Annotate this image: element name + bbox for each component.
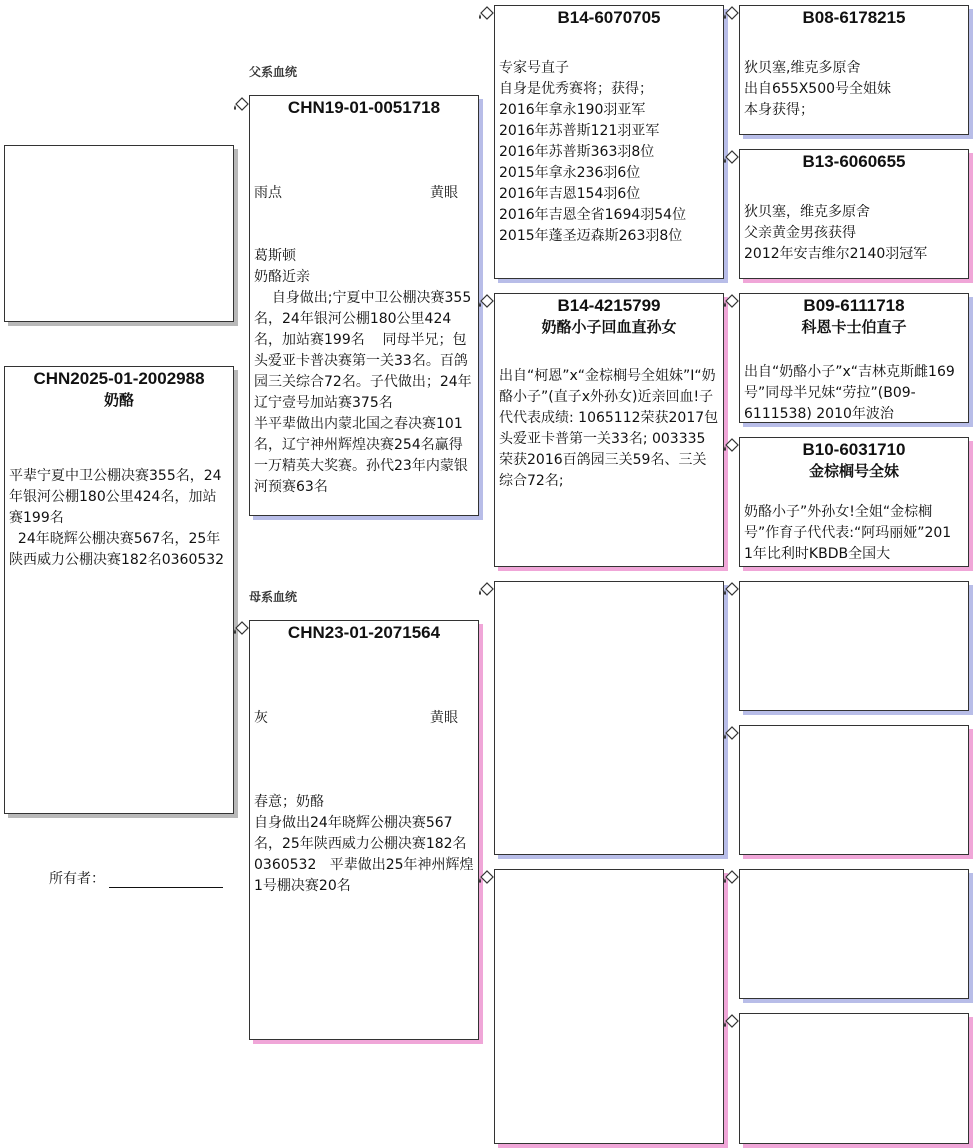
sire-color: 雨点 [254, 185, 282, 201]
gen3-notes-1: 专家号直子 自身是优秀赛将；获得； 2016年拿永190羽亚军 2016年苏普斯121羽亚军 2016年苏普斯363羽8位 2015年拿永236羽6位 2016年吉恩154羽6位 2016年吉恩全省1694羽54位 2015年蓬圣迈森斯263羽8位 [499, 60, 687, 244]
paint-bucket-icon[interactable] [478, 294, 496, 310]
gen4-card-2[interactable] [739, 149, 969, 279]
paint-bucket-icon[interactable] [478, 582, 496, 598]
gen4-name-3: 科恩卡士伯直子 [801, 318, 907, 336]
gen4-ring-1: B08-6178215 [802, 8, 906, 27]
paternal-label: 父系血统 [249, 65, 298, 79]
gen4-card-6[interactable] [739, 725, 969, 855]
dam-color: 灰 [254, 710, 268, 726]
gen4-card-4[interactable] [739, 437, 969, 567]
gen4-name-4: 金棕榈号全妹 [808, 462, 899, 480]
subject-ring: CHN2025-01-2002988 [33, 369, 205, 388]
paint-bucket-icon[interactable] [478, 870, 496, 886]
dam-eye: 黄眼 [430, 710, 458, 726]
gen3-card-4[interactable] [494, 869, 724, 1144]
gen3-name-2: 奶酪小子回血直孙女 [541, 318, 677, 336]
sire-card[interactable] [249, 95, 479, 516]
gen3-ring-1: B14-6070705 [557, 8, 661, 27]
maternal-label: 母系血统 [249, 590, 298, 604]
dam-ring: CHN23-01-2071564 [287, 623, 441, 642]
paint-bucket-icon[interactable] [723, 582, 741, 598]
dam-card[interactable] [249, 620, 479, 1040]
paint-bucket-icon[interactable] [723, 726, 741, 742]
gen4-notes-2: 狄贝塞，维克多原舍 父亲黄金男孩获得 2012年安吉维尔2140羽冠军 [744, 204, 928, 262]
paint-bucket-icon[interactable] [233, 97, 251, 113]
paint-bucket-icon[interactable] [723, 6, 741, 22]
gen4-notes-1: 狄贝塞,维克多原舍 出自655X500号全姐妹 本身获得； [744, 60, 892, 118]
gen4-card-3[interactable] [739, 293, 969, 423]
gen4-card-7[interactable] [739, 869, 969, 999]
subject-card[interactable] [4, 366, 234, 814]
sire-notes: 葛斯顿 奶酪近亲 自身做出;宁夏中卫公棚决赛355名，24年银河公棚180公里424名，加站赛199名 同母半兄；包头爱亚卡普决赛第一关33名。百鸽园三关综合72名。子代做出；24年辽宁壹号加站赛375名 半平辈做出内蒙北国之春决赛101名，辽宁神州辉煌决赛254名赢得一万精英大奖赛。孙代23年内蒙银河预赛63名 [254, 248, 472, 495]
gen3-notes-2: 出自“柯恩”x“金棕榈号全姐妹”I“奶酪小子”(直子x外孙女)近亲回血!子代代表成绩: 1065112荣获2017包头爱亚卡普第一关33名; 003335荣获2016百鸽园三关59名、三关综合72名; [499, 368, 719, 489]
owner-underline [109, 872, 223, 888]
sire-ring: CHN19-01-0051718 [287, 98, 441, 117]
paint-bucket-icon[interactable] [723, 438, 741, 454]
paint-bucket-icon[interactable] [723, 150, 741, 166]
paint-bucket-icon[interactable] [478, 6, 496, 22]
gen4-notes-3: 出自“奶酪小子”x“吉林克斯雌169号”同母半兄妹“劳拉”(B09-6111538) 2010年波治 [744, 364, 955, 422]
gen4-card-1[interactable] [739, 5, 969, 135]
subject-name: 奶酪 [103, 391, 134, 409]
dam-notes: 春意；奶酪 自身做出24年晓辉公棚决赛567名，25年陕西威力公棚决赛182名0360532 平辈做出25年神州辉煌1号棚决赛20名 [254, 794, 474, 894]
owner-field[interactable] [49, 868, 223, 888]
gen3-card-2[interactable] [494, 293, 724, 567]
gen4-notes-4: 奶酪小子”外孙女!全姐“金棕榈号”作育子代代表:“阿玛丽娅”201 1年比利时KBDB全国大 [744, 504, 952, 562]
gen4-card-8[interactable] [739, 1013, 969, 1144]
sire-eye: 黄眼 [430, 185, 458, 201]
gen3-card-1[interactable] [494, 5, 724, 279]
paint-bucket-icon[interactable] [723, 1014, 741, 1030]
paint-bucket-icon[interactable] [723, 870, 741, 886]
gen4-ring-4: B10-6031710 [802, 440, 906, 459]
subject-notes: 平辈宁夏中卫公棚决赛355名，24年银河公棚180公里424名，加站赛199名 24年晓辉公棚决赛567名，25年陕西威力公棚决赛182名0360532 [9, 468, 225, 568]
owner-label: 所有者： [49, 871, 105, 887]
gen4-ring-2: B13-6060655 [802, 152, 906, 171]
gen3-ring-2: B14-4215799 [557, 296, 661, 315]
gen3-card-3[interactable] [494, 581, 724, 855]
photo-box[interactable] [4, 145, 234, 322]
gen4-ring-3: B09-6111718 [803, 296, 905, 315]
paint-bucket-icon[interactable] [233, 621, 251, 637]
paint-bucket-icon[interactable] [723, 294, 741, 310]
gen4-card-5[interactable] [739, 581, 969, 711]
